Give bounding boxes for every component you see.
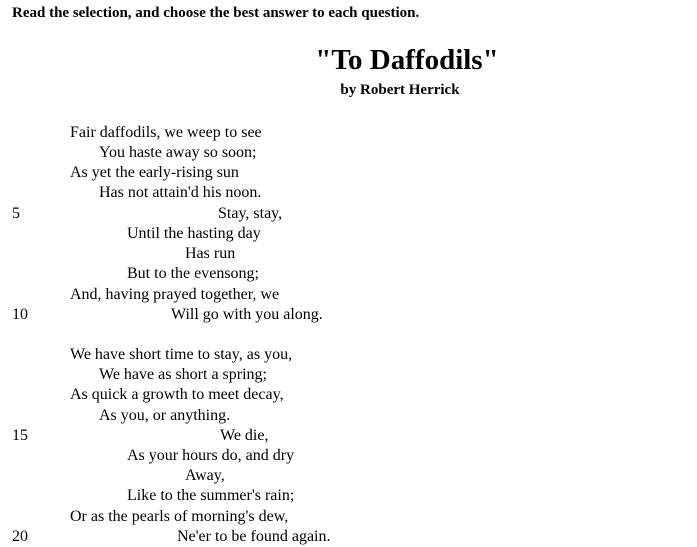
line-number: 20 [12, 528, 28, 545]
poem-line: As quick a growth to meet decay, [70, 386, 284, 403]
poem-line: Away, [185, 467, 225, 484]
poem-line: We die, [220, 427, 269, 444]
poem-line: Fair daffodils, we weep to see [70, 124, 262, 141]
poem-line: And, having prayed together, we [70, 286, 280, 303]
poem-line: But to the evensong; [127, 265, 259, 282]
poem-line: Until the hasting day [127, 225, 261, 242]
instructions: Read the selection, and choose the best answer to each question. [12, 5, 420, 21]
poem-line: Has run [185, 245, 236, 262]
line-number: 10 [12, 306, 28, 323]
poem-title: "To Daffodils" [315, 44, 499, 76]
poem-line: You haste away so soon; [99, 144, 257, 161]
poem-line: Like to the summer's rain; [127, 487, 295, 504]
poem-line: Ne'er to be found again. [177, 528, 331, 545]
poem-line: Has not attain'd his noon. [99, 184, 262, 201]
line-number: 5 [12, 205, 20, 222]
poem-line: As yet the early-rising sun [70, 164, 239, 181]
poem-line: We have as short a spring; [99, 366, 267, 383]
poem-line: Or as the pearls of morning's dew, [70, 508, 289, 525]
poem-line: As your hours do, and dry [127, 447, 295, 464]
poem-line: Will go with you along. [171, 306, 323, 323]
line-number: 15 [12, 427, 28, 444]
poem-byline: by Robert Herrick [340, 82, 460, 98]
poem-line: As you, or anything. [99, 407, 231, 424]
poem-line: Stay, stay, [218, 205, 283, 222]
poem-line: We have short time to stay, as you, [70, 346, 293, 363]
